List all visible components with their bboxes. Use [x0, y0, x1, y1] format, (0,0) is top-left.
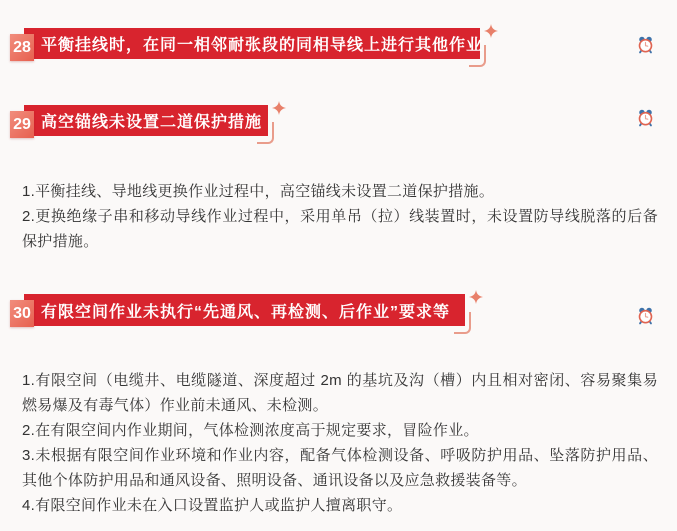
hazard-30-title: 有限空间作业未执行“先通风、再检测、后作业”要求等 [41, 303, 451, 321]
hazard-29-title: 高空锚线未设置二道保护措施 [41, 114, 263, 131]
hazard-29-banner [13, 105, 268, 136]
detail-line: 3.未根据有限空间作业环境和作业内容，配备气体检测设备、呼吸防护用品、坠落防护用品、其他个体防护用品和通风设备、照明设备、通讯设备以及应急救援装备等。 [22, 447, 658, 489]
sparkle-icon [469, 290, 483, 304]
hazard-30-banner [13, 294, 465, 326]
alarm-clock-icon [638, 307, 653, 325]
detail-line: 1.平衡挂线、导地线更换作业过程中，高空锚线未设置二道保护措施。 [22, 183, 495, 200]
hazard-28-title: 平衡挂线时，在同一相邻耐张段的同相导线上进行其他作业 [41, 37, 484, 54]
hazard-30-number-badge: 30 [10, 300, 34, 327]
detail-line: 2.在有限空间内作业期间，气体检测浓度高于规定要求，冒险作业。 [22, 422, 479, 439]
detail-line: 2.更换绝缘子串和移动导线作业过程中，采用单吊（拉）线装置时，未设置防导线脱落的后备保护措施。 [22, 208, 658, 250]
corner-bracket-decoration [257, 122, 274, 144]
hazard-29-details [22, 179, 658, 254]
alarm-clock-icon [638, 36, 653, 54]
hazard-28-banner [13, 28, 484, 59]
hazard-30-details [22, 368, 658, 518]
corner-bracket-decoration [454, 312, 471, 334]
alarm-clock-icon [638, 109, 653, 127]
sparkle-icon [484, 24, 498, 38]
detail-line: 1.有限空间（电缆井、电缆隧道、深度超过 2m 的基坑及沟（槽）内且相对密闭、容易聚集易燃易爆及有毒气体）作业前未通风、未检测。 [22, 372, 658, 414]
hazard-29-number-badge: 29 [10, 111, 34, 138]
hazard-28-number-badge: 28 [10, 34, 34, 61]
corner-bracket-decoration [469, 45, 486, 67]
detail-line: 4.有限空间作业未在入口设置监护人或监护人擅离职守。 [22, 497, 403, 514]
sparkle-icon [272, 101, 286, 115]
